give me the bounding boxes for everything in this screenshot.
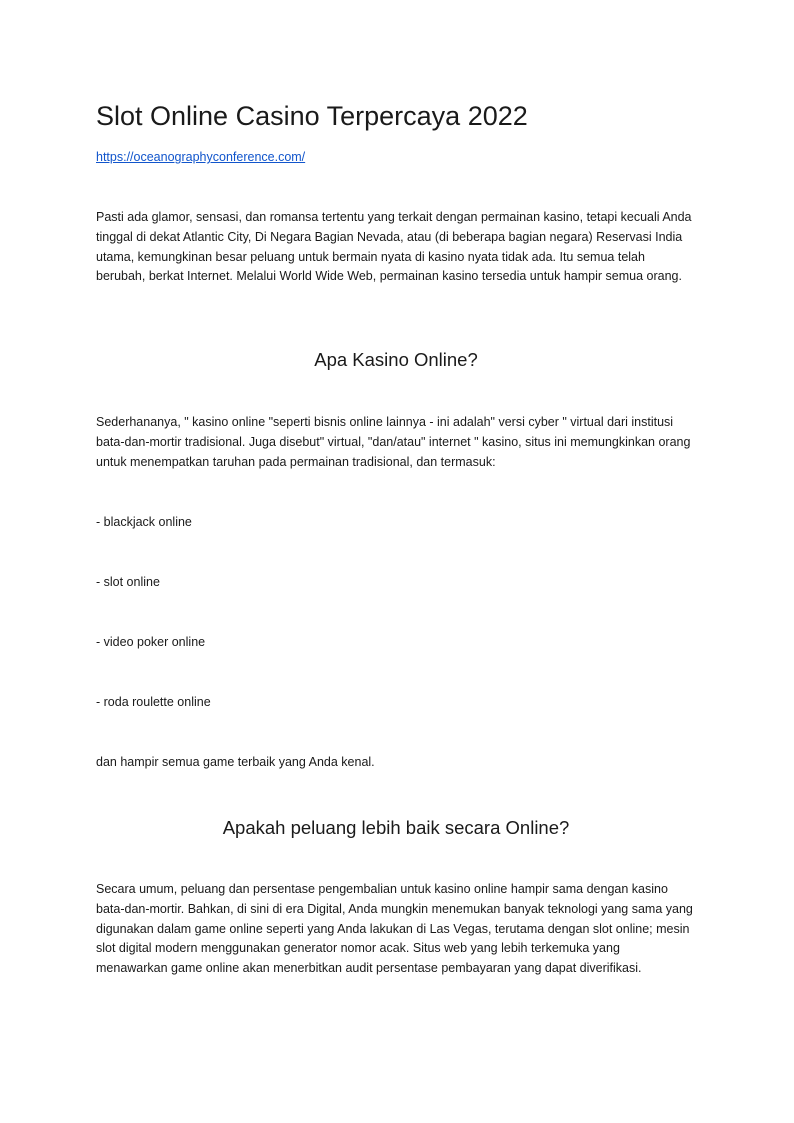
page-title: Slot Online Casino Terpercaya 2022	[96, 101, 528, 131]
site-link[interactable]: https://oceanographyconference.com/	[96, 150, 306, 164]
section1-paragraph: Sederhananya, " kasino online "seperti bisnis online lainnya - ini adalah" versi cyber " virtual dari institusi bata-dan-mortir tradisional. Juga disebut" virtual, "dan/atau" internet " kasino, situs ini memungkinkan orang untuk menempatkan taruhan pada permainan tradisional, dan termasuk:	[96, 415, 691, 469]
section-heading-odds-online: Apakah peluang lebih baik secara Online?	[222, 817, 570, 838]
section1-closing: dan hampir semua game terbaik yang Anda kenal.	[96, 755, 375, 769]
list-item: - video poker online	[96, 635, 206, 649]
intro-paragraph: Pasti ada glamor, sensasi, dan romansa tertentu yang terkait dengan permainan kasino, tetapi kecuali Anda tinggal di dekat Atlantic City, Di Negara Bagian Nevada, atau (di beberapa bagian negara) Reservasi India utama, kemungkinan besar peluang untuk bermain nyata di kasino nyata tidak ada. Itu semua telah berubah, berkat Internet. Melalui World Wide Web, permainan kasino tersedia untuk hampir semua orang.	[96, 210, 692, 284]
list-item: - slot online	[96, 575, 160, 589]
section-heading-what-is-online-casino: Apa Kasino Online?	[314, 349, 478, 370]
list-item: - roda roulette online	[96, 695, 211, 709]
list-item: - blackjack online	[96, 515, 192, 529]
section2-paragraph: Secara umum, peluang dan persentase pengembalian untuk kasino online hampir sama dengan kasino bata-dan-mortir. Bahkan, di sini di era Digital, Anda mungkin menemukan banyak teknologi yang sama yang digunakan dalam game online seperti yang Anda lakukan di Las Vegas, terutama dengan slot online; mesin slot digital modern menggunakan generator nomor acak. Situs web yang lebih terkemuka yang menawarkan game online akan menerbitkan audit persentase pembayaran yang dapat diverifikasi.	[96, 882, 693, 976]
